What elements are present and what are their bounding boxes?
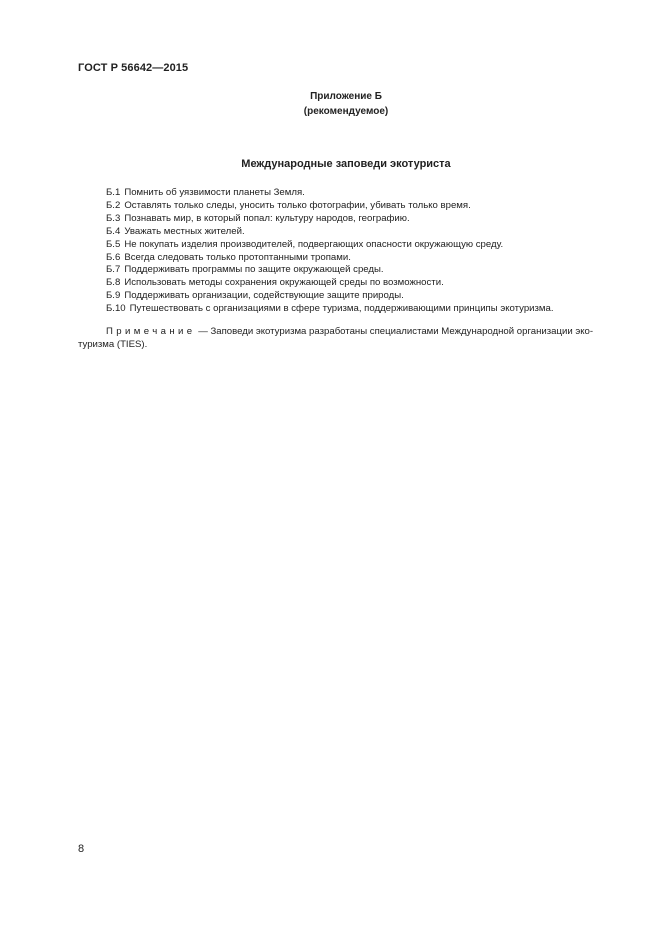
item-number: Б.2 [106,199,121,211]
item-text: Оставлять только следы, уносить только фотографии, убивать только время. [124,199,471,211]
list-item [106,200,554,213]
item-number: Б.7 [106,264,121,276]
section-title: Международные заповеди экотуриста [241,158,451,170]
list-item [106,213,554,226]
appendix-status: (рекомендуемое) [303,106,389,117]
note-line-1 [78,325,618,338]
item-text: Использовать методы сохранения окружающей среды по возможности. [124,277,444,289]
item-number: Б.4 [106,225,121,237]
list-item [106,187,554,200]
item-number: Б.9 [106,290,121,302]
commandments-list [106,187,554,316]
item-number: Б.10 [106,303,126,315]
list-item [106,226,554,239]
item-text: Путешествовать с организациями в сфере туризма, поддерживающими принципы экотуризма. [129,303,554,315]
list-item [106,303,554,316]
item-number: Б.3 [106,212,121,224]
appendix-title: Приложение Б [310,91,382,102]
list-item [106,277,554,290]
item-number: Б.5 [106,238,121,250]
note [78,325,618,351]
item-text: Не покупать изделия производителей, подвергающих опасности окружающую среду. [124,238,504,250]
list-item [106,264,554,277]
note-label: Примечание [106,326,196,337]
page-number: 8 [78,843,85,855]
document-code: ГОСТ Р 56642—2015 [78,62,189,74]
item-text: Всегда следовать только протоптанными тропами. [124,251,351,263]
item-number: Б.1 [106,187,121,198]
note-text: — Заповеди экотуризма разработаны специалистами Международной организации эко- [195,326,594,337]
list-item [106,239,554,252]
item-number: Б.8 [106,277,121,289]
item-text: Уважать местных жителей. [124,225,245,237]
item-text: Поддерживать организации, содействующие защите природы. [124,290,404,302]
note-line-2: туризма (TIES). [78,339,148,350]
item-text: Поддерживать программы по защите окружающей среды. [124,264,384,276]
list-item [106,290,554,303]
item-text: Познавать мир, в который попал: культуру народов, географию. [124,212,410,224]
list-item [106,252,554,265]
item-text: Помнить об уязвимости планеты Земля. [124,187,305,198]
item-number: Б.6 [106,251,121,263]
